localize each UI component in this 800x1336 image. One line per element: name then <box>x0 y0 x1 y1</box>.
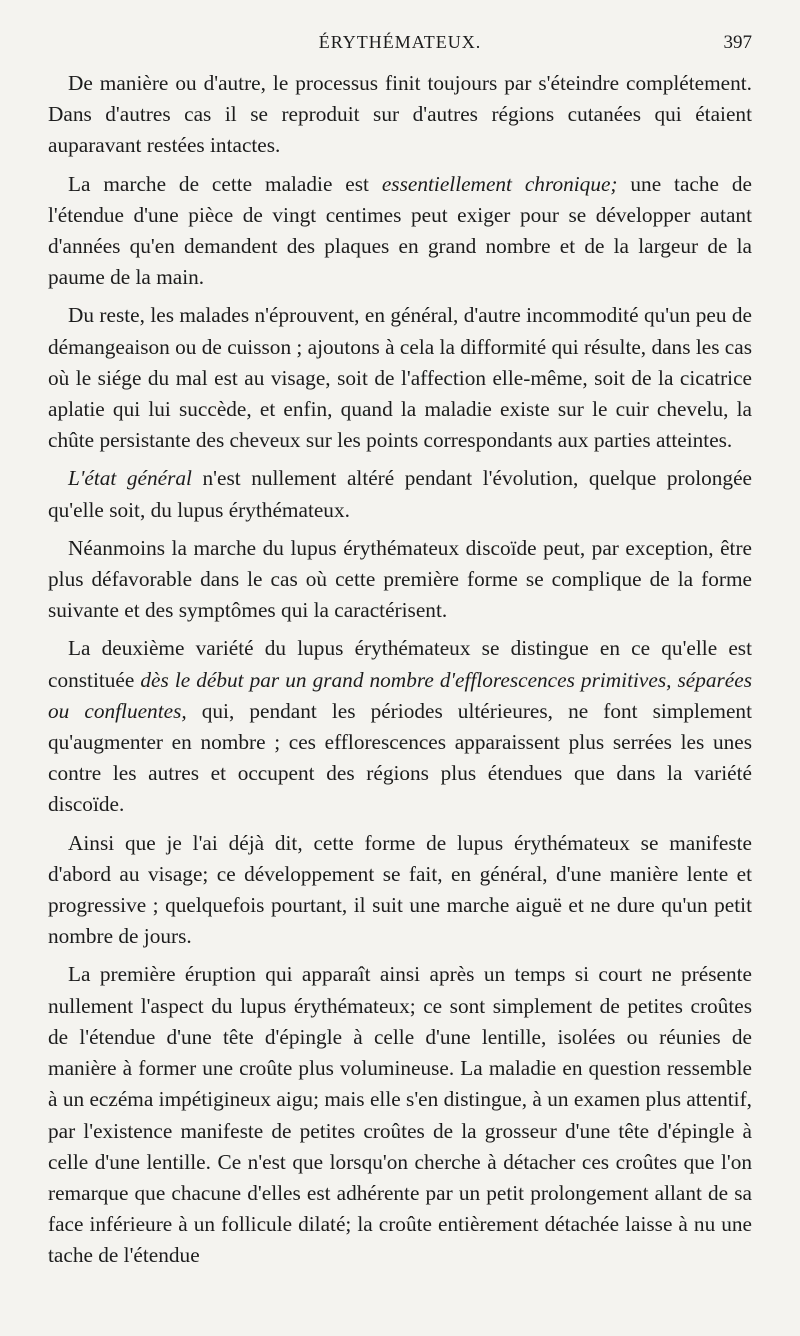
paragraph-2-text-a: La marche de cette maladie est <box>68 171 382 196</box>
paragraph-6-text-c: qui, pendant les périodes ultérieures, ne font simplement qu'augmenter en nombre ; ces efflorescences apparaissent plus serrées les unes contre les autres et occupent des régions plus étendues que dans la variété discoïde. <box>48 698 752 817</box>
paragraph-2-emphasis: essentiellement chronique; <box>381 171 618 196</box>
paragraph-6 <box>48 633 752 820</box>
paragraph-4-emphasis: L'état général <box>68 466 192 491</box>
paragraph-4 <box>48 463 752 525</box>
paragraph-7: Ainsi que je l'ai déjà dit, cette forme de lupus érythémateux se manifeste d'abord au visage; ce développement se fait, en général, d'une manière lente et progressive ; quelquefois pourtant, il suit une marche aiguë et ne dure qu'un petit nombre de jours. <box>48 830 752 949</box>
paragraph-8: La première éruption qui apparaît ainsi après un temps si court ne présente nullement l'aspect du lupus érythémateux; ce sont simplement de petites croûtes de l'étendue d'une tête d'épingle à celle d'une lentille, isolées ou réunies de manière à former une croûte plus volumineuse. La maladie en question ressemble à un eczéma impétigineux aigu; mais elle s'en distingue, à un examen plus attentif, par l'existence manifeste de petites croûtes de la grosseur d'une tête d'épingle à celle d'une lentille. Ce n'est que lorsqu'on cherche à détacher ces croûtes que l'on remarque que chacune d'elles est adhérente par un petit prolongement allant de sa face inférieure à un follicule dilaté; la croûte entièrement détachée laisse à nu une tache de l'étendue <box>48 962 752 1268</box>
body-text <box>48 68 752 1272</box>
running-head <box>48 32 752 62</box>
paragraph-2 <box>48 169 752 294</box>
paragraph-5: Néanmoins la marche du lupus érythémateux discoïde peut, par exception, être plus défavorable dans le cas où cette première forme se complique de la forme suivante et des symptômes qui la caractérisent. <box>48 535 752 623</box>
page-number: 397 <box>723 32 752 53</box>
running-title: ÉRYTHÉMATEUX. <box>318 32 482 52</box>
paragraph-2-text-c: une tache de l'étendue d'une pièce de vingt centimes peut exiger pour se développer autant d'années qu'en demandent des plaques en grand nombre et de la largeur de la paume de la main. <box>48 171 752 290</box>
paragraph-4-text-b: n'est nullement altéré pendant l'évolution, quelque prolongée qu'elle soit, du lupus érythémateux. <box>48 466 752 522</box>
paragraph-1: De manière ou d'autre, le processus finit toujours par s'éteindre complétement. Dans d'autres cas il se reproduit sur d'autres régions cutanées qui étaient auparavant restées intactes. <box>48 71 752 158</box>
paragraph-6-emphasis: dès le début par un grand nombre d'efflorescences primitives, séparées ou confluentes, <box>48 667 752 723</box>
paragraph-3: Du reste, les malades n'éprouvent, en général, d'autre incommodité qu'un peu de démangeaison ou de cuisson ; ajoutons à cela la difformité qui résulte, dans les cas où le siége du mal est au visage, soit de l'affection elle-même, soit de la cicatrice aplatie qui lui succède, et enfin, quand la maladie existe sur le cuir chevelu, la chûte persistante des cheveux sur les points correspondants aux parties atteintes. <box>48 303 752 453</box>
paragraph-6-text-a: La deuxième variété du lupus érythémateux se distingue en ce qu'elle est constituée <box>48 636 752 692</box>
